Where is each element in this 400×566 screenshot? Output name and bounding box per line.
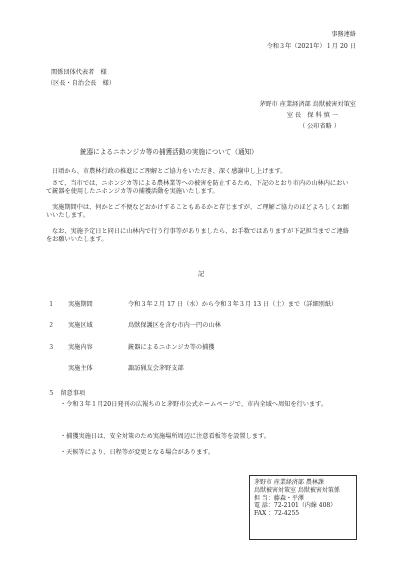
doc-type-label: 事務連絡 (331, 31, 356, 38)
item-label: 実施主体 (68, 365, 93, 372)
seal-omitted-note: （ 公印省略 ） (298, 123, 340, 130)
addressee-line-2: （区長・自治会長 様） (47, 80, 116, 87)
item-label: 実施期間 (68, 301, 93, 308)
sender-department: 茅野市 産業経済部 鳥獣被害対策室 (259, 101, 356, 108)
document-title: 銃器によるニホンジカ等の捕獲活動の実施について（通知） (80, 148, 258, 156)
item-row-content (48, 344, 358, 354)
note-3: ・天候等により、日程等が変更となる場合があります。 (60, 449, 215, 456)
item-row-area (48, 322, 358, 332)
contact-department: 茅野市 産業経済部 農林課 (254, 479, 324, 486)
item-number: １ (48, 301, 55, 308)
contact-section: 鳥獣被害対策室 鳥獣被害対策係 (254, 486, 340, 494)
item-row-organizer (48, 365, 358, 375)
contact-person: 担 当：藤森・平澤 (254, 494, 304, 502)
item-value: 令和３年２月 17 日（水）から令和３年３月 13 日（土）まで（詳細別紙） (128, 301, 338, 308)
note-1: ・令和３年１月20日発刊の広報ちのと茅野市公式ホームページで、市内全域へ周知を行います。 (60, 401, 328, 408)
body-paragraph-3: 実施期間中は、何かとご不便などおかけすることもあるかと存じますが、ご理解ご協力のほどよろしくお願いいたします。 (46, 204, 349, 219)
ki-heading: 記 (198, 271, 205, 278)
item-label: 実施区域 (68, 322, 93, 329)
contact-fax: FAX ：72-4255 (254, 510, 300, 518)
item-value: 諏訪猟友会茅野支部 (128, 365, 184, 372)
contact-box (249, 475, 357, 540)
item-row-period (48, 301, 358, 311)
note-2: ・捕獲実施日は、安全対策のため実施場所周辺に注意看板等を設置します。 (60, 433, 270, 440)
addressee-line-1: 関係団体代表者 様 (51, 69, 107, 76)
item-number: ２ (48, 322, 55, 329)
item-value: 鳥獣保護区を含む市内一円の山林 (128, 322, 221, 329)
item-number: ３ (48, 344, 55, 351)
item-value: 銃器によるニホンジカ等の捕獲 (128, 344, 215, 351)
notes-heading: ５ 留意事項 (48, 390, 86, 397)
issue-date: 令和３年（2021年）１月 20 日 (266, 43, 356, 50)
sender-name: 室 長 保 科 慎 一 (286, 112, 338, 119)
item-label: 実施内容 (68, 344, 93, 351)
body-paragraph-2: さて、当市では、ニホンジカ等による農林業等への被害を防止するため、下記のとおり市内の山林内において銃器を使用したニホンジカ等の捕獲活動を実施いたします。 (46, 180, 349, 195)
contact-phone: 電 話：72-2101（内線 408） (254, 502, 337, 510)
body-paragraph-1: 日頃から、市農林行政の推進にご理解とご協力をいただき、深く感謝申し上げます。 (52, 168, 287, 175)
body-paragraph-4: なお、実施予定日と同日に山林内で行う行事等がありましたら、お手数ではありますが下記担当までご連絡をお願いいたします。 (46, 228, 349, 243)
